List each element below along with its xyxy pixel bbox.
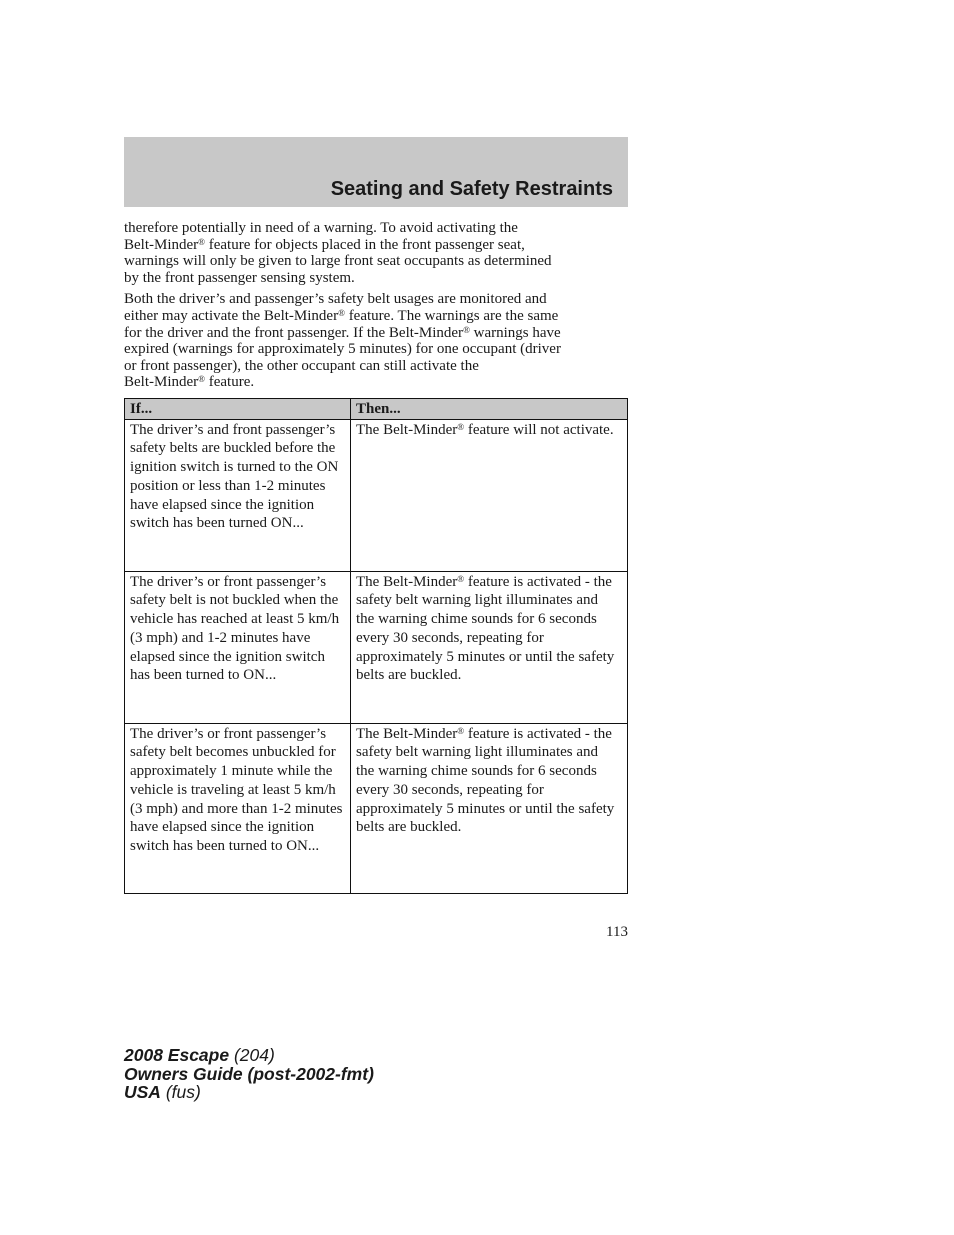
body-text (124, 220, 628, 396)
condition-cell: The driver’s and front passenger’s safety belts are buckled before the ignition switch is turned to the ON position or less than 1-2 minutes have elapsed since the ignition switch has been turned ON... (125, 419, 351, 571)
section-title: Seating and Safety Restraints (330, 178, 613, 200)
condition-cell: The driver’s or front passenger’s safety belt becomes unbuckled for approximately 1 minute while the vehicle is traveling at least 5 km/h (3 mph) and more than 1-2 minutes have elapsed since the ignition switch has been turned to ON... (125, 723, 351, 893)
footer-line-guide: Owners Guide (post-2002-fmt) (124, 1063, 374, 1084)
result-cell: The Belt-Minder® feature is activated - the safety belt warning light illuminates and the warning chime sounds for 6 seconds every 30 seconds, repeating for approximately 5 minutes or until the safety belts are buckled. (351, 723, 628, 893)
footer-line-market: USA (fus) (124, 1082, 201, 1102)
footer-line-model: 2008 Escape (204) (124, 1045, 275, 1065)
table-row (125, 571, 628, 723)
result-cell: The Belt-Minder® feature will not activate. (351, 419, 628, 571)
belt-minder-conditions-table (124, 398, 628, 894)
page-number: 113 (606, 924, 628, 940)
result-cell: The Belt-Minder® feature is activated - the safety belt warning light illuminates and the warning chime sounds for 6 seconds every 30 seconds, repeating for approximately 5 minutes or until the safety belts are buckled. (351, 571, 628, 723)
paragraph-monitoring: Both the driver’s and passenger’s safety belt usages are monitored and either may activate the Belt-Minder® feature. The warnings are the same for the driver and the front passenger. If the Belt-Minder® warnings have expired (warnings for approximately 5 minutes) for one occupant (driver or front passenger), the other occupant can still activate the Belt-Minder® feature. (124, 291, 561, 391)
paragraph-intro: therefore potentially in need of a warning. To avoid activating the Belt-Minder® feature for objects placed in the front passenger seat, warnings will only be given to large front seat occupants as determined by the front passenger sensing system. (124, 220, 552, 286)
section-header-band (124, 137, 628, 207)
registered-mark: ® (198, 374, 205, 385)
table-row (125, 723, 628, 893)
registered-mark: ® (463, 324, 470, 335)
column-header-if: If... (125, 399, 351, 420)
registered-mark: ® (457, 421, 465, 432)
registered-mark: ® (338, 307, 345, 318)
registered-mark: ® (198, 236, 205, 247)
table-header-row (125, 399, 628, 420)
document-footer (124, 1046, 374, 1102)
column-header-then: Then... (351, 399, 628, 420)
table-row (125, 419, 628, 571)
registered-mark: ® (457, 573, 465, 584)
condition-cell: The driver’s or front passenger’s safety belt is not buckled when the vehicle has reached at least 5 km/h (3 mph) and 1-2 minutes have elapsed since the ignition switch has been turned to ON... (125, 571, 351, 723)
registered-mark: ® (457, 725, 465, 736)
